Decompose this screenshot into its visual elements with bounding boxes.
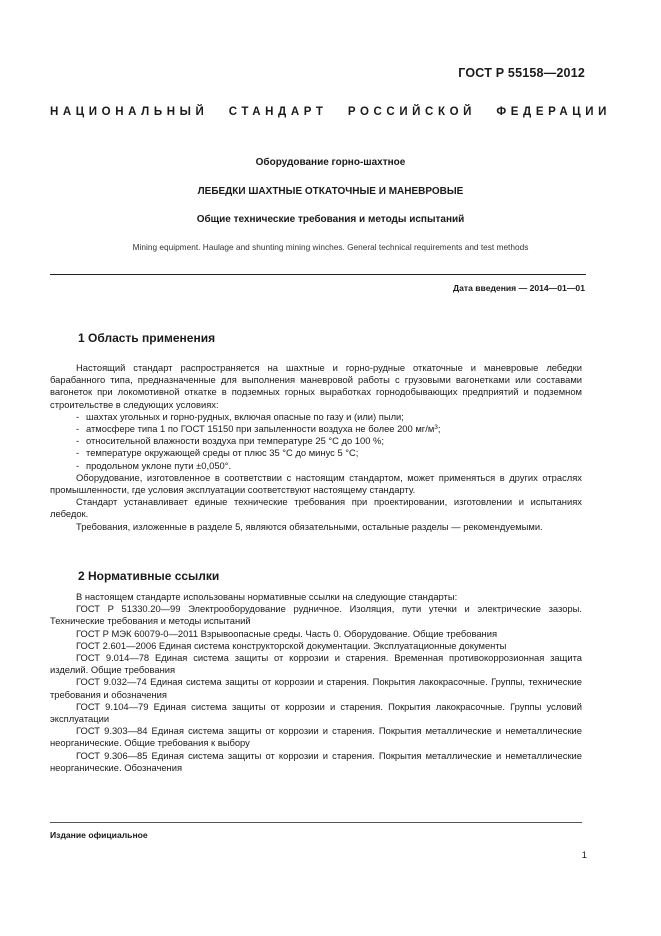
- reference-item: ГОСТ 9.306—85 Единая система защиты от коррозии и старения. Покрытия металлические и неметаллические неорганические. Обозначения: [50, 749, 582, 773]
- document-id: ГОСТ Р 55158—2012: [458, 66, 585, 80]
- reference-item: ГОСТ 9.032—74 Единая система защиты от коррозии и старения. Покрытия лакокрасочные. Группы, технические требования и обозначения: [50, 676, 582, 700]
- list-item: - шахтах угольных и горно-рудных, включая опасные по газу и (или) пыли;: [76, 410, 404, 422]
- section-2-body: [50, 591, 582, 774]
- introduction-date: Дата введения — 2014—01—01: [452, 283, 585, 293]
- reference-item: ГОСТ 9.014—78 Единая система защиты от коррозии и старения. Временная противокоррозионная защита изделий. Общие требования: [50, 652, 582, 676]
- section-1-paragraph: Оборудование, изготовленное в соответствии с настоящим стандартом, может применяться в других отраслях промышленности, где условия эксплуатации соответствуют настоящему стандарту.: [50, 471, 582, 496]
- reference-item: ГОСТ Р МЭК 60079-0—2011 Взрывоопасные среды. Часть 0. Оборудование. Общие требования: [76, 627, 498, 639]
- reference-item: ГОСТ Р 51330.20—99 Электрооборудование рудничное. Изоляция, пути утечки и электрические зазоры. Технические требования и методы испытаний: [50, 603, 582, 627]
- reference-item: ГОСТ 9.104—79 Единая система защиты от коррозии и старения. Покрытия лакокрасочные. Группы условий эксплуатации: [50, 700, 582, 725]
- national-standard-banner: НАЦИОНАЛЬНЫЙ СТАНДАРТ РОССИЙСКОЙ ФЕДЕРАЦИИ: [50, 106, 611, 118]
- section-1-paragraph: Стандарт устанавливает единые технические требования при проектировании, изготовлении и испытаниях лебедок.: [50, 496, 582, 520]
- section-1-paragraph: Настоящий стандарт распространяется на шахтные и горно-рудные откаточные и маневровые лебедки барабанного типа, предназначенные для выполнения маневровой работы с грузовыми вагонетками или составами вагонеток при локомотивной откатке в подземных горных выработках горнодобывающих предприятий и подземном строительстве в следующих условиях:: [50, 362, 582, 410]
- edition-note: Издание официальное: [50, 830, 148, 840]
- title-line-1: Оборудование горно-шахтное: [255, 157, 406, 168]
- list-item: - атмосфере типа 1 по ГОСТ 15150 при запыленности воздуха не более 200 $мг/м^3$;: [76, 423, 441, 435]
- conditions-list: [50, 411, 582, 472]
- list-item: - продольном уклоне пути ±0,050°.: [76, 459, 232, 471]
- title-english: Mining equipment. Haulage and shunting mining winches. General technical requirements and test methods: [132, 242, 529, 252]
- title-line-2: ЛЕБЕДКИ ШАХТНЫЕ ОТКАТОЧНЫЕ И МАНЕВРОВЫЕ: [197, 186, 464, 197]
- footer-rule: [50, 822, 582, 823]
- list-item: - относительной влажности воздуха при температуре 25 °С до 100 %;: [76, 435, 385, 447]
- section-1-body: [50, 362, 582, 533]
- page-number: 1: [581, 850, 587, 861]
- section-2-intro: В настоящем стандарте использованы нормативные ссылки на следующие стандарты:: [76, 591, 458, 602]
- header-rule: [50, 274, 586, 275]
- reference-item: ГОСТ 2.601—2006 Единая система конструкторской документации. Эксплуатационные документы: [76, 639, 507, 651]
- section-1-paragraph: Требования, изложенные в разделе 5, являются обязательными, остальные разделы — рекомендуемыми.: [76, 520, 543, 532]
- section-1-heading: 1 Область применения: [78, 331, 216, 345]
- reference-item: ГОСТ 9.303—84 Единая система защиты от коррозии и старения. Покрытия металлические и неметаллические неорганические. Общие требования к выбору: [50, 725, 582, 749]
- title-line-3: Общие технические требования и методы испытаний: [196, 214, 465, 225]
- section-2-heading: 2 Нормативные ссылки: [78, 569, 220, 583]
- list-item: - температуре окружающей среды от плюс 35 °С до минус 5 °С;: [76, 447, 359, 459]
